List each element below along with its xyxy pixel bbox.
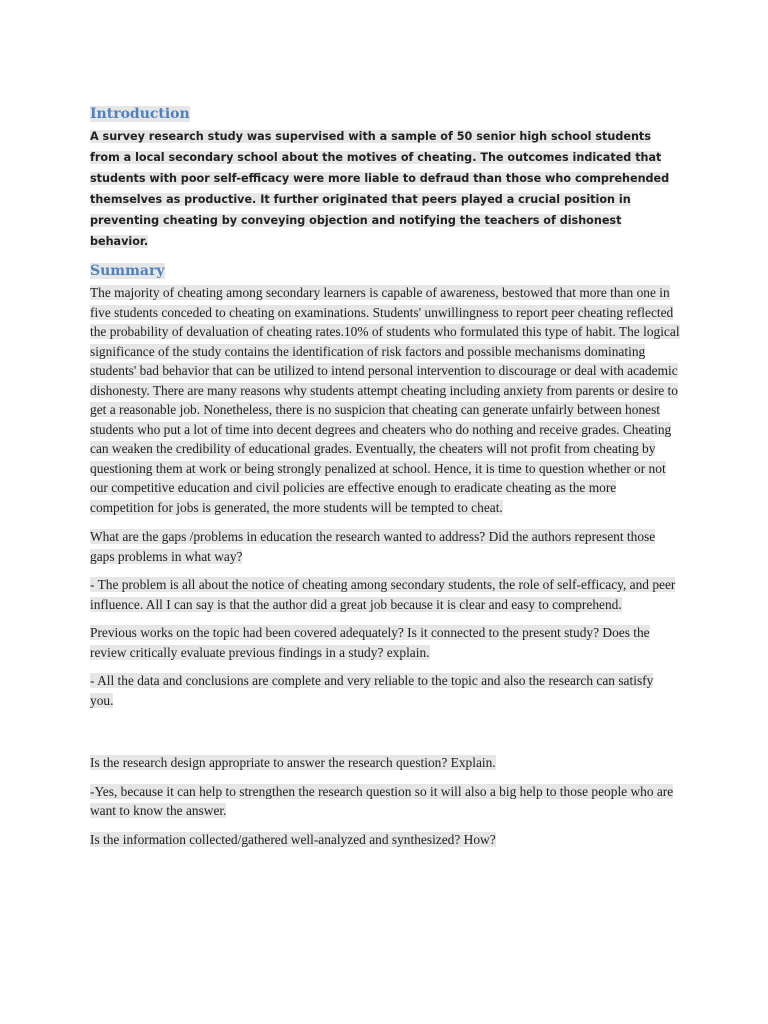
document-page: [90, 104, 680, 858]
answer-2: [90, 671, 680, 710]
question-4: [90, 830, 680, 850]
summary-text: The majority of cheating among secondary learners is capable of awareness, bestowed that more than one in five students conceded to cheating on examinations. Students' unwillingness to report peer cheating reflected the probability of devaluation of cheating rates.10% of students who formulated this type of habit. The logical significance of the study contains the identification of risk factors and possible mechanisms dominating students' bad behavior that can be utilized to intend personal intervention to discourage or deal with academic dishonesty. There are many reasons why students attempt cheating including anxiety from parents or desire to get a reasonable job. Nonetheless, there is no suspicion that cheating can generate unfairly between honest students who put a lot of time into decent degrees and cheaters who do nothing and receive grades. Cheating can weaken the credibility of educational grades. Eventually, the cheaters will not profit from cheating by questioning them at work or being strongly penalized at school. Hence, it is time to question whether or not our competitive education and civil policies are effective enough to eradicate cheating as the more competition for jobs is generated, the more students will be tempted to cheat.: [90, 285, 680, 515]
introduction-paragraph: [90, 126, 680, 252]
answer-1-text: - The problem is all about the notice of cheating among secondary students, the role of self-efficacy, and peer influence. All I can say is that the author did a great job because it is clear and easy to comprehend.: [90, 577, 676, 612]
question-3: [90, 753, 680, 773]
answer-1: [90, 575, 680, 614]
answer-3: [90, 782, 680, 821]
answer-3-text: -Yes, because it can help to strengthen the research question so it will also a big help to those people who are want to know the answer.: [90, 783, 674, 818]
introduction-heading: Introduction: [90, 106, 190, 122]
answer-2-text: - All the data and conclusions are complete and very reliable to the topic and also the research can satisfy you.: [90, 673, 654, 708]
summary-heading: Summary: [90, 263, 165, 279]
introduction-text: A survey research study was supervised with a sample of 50 senior high school students from a local secondary school about the motives of cheating. The outcomes indicated that students with poor self-efficacy were more liable to defraud than those who comprehended themselves as productive. It further originated that peers played a crucial position in preventing cheating by conveying objection and notifying the teachers of dishonest behavior.: [90, 130, 670, 248]
summary-section: [90, 261, 680, 281]
question-4-text: Is the information collected/gathered well-analyzed and synthesized? How?: [90, 831, 496, 847]
summary-paragraph: [90, 283, 680, 517]
blank-space: [90, 719, 680, 753]
question-2: [90, 623, 680, 662]
question-2-text: Previous works on the topic had been covered adequately? Is it connected to the present study? Does the review critically evaluate previous findings in a study? explain.: [90, 625, 650, 660]
introduction-section: [90, 104, 680, 124]
question-1: [90, 527, 680, 566]
question-1-text: What are the gaps /problems in education the research wanted to address? Did the authors represent those gaps problems in what way?: [90, 529, 656, 564]
question-3-text: Is the research design appropriate to answer the research question? Explain.: [90, 755, 496, 770]
